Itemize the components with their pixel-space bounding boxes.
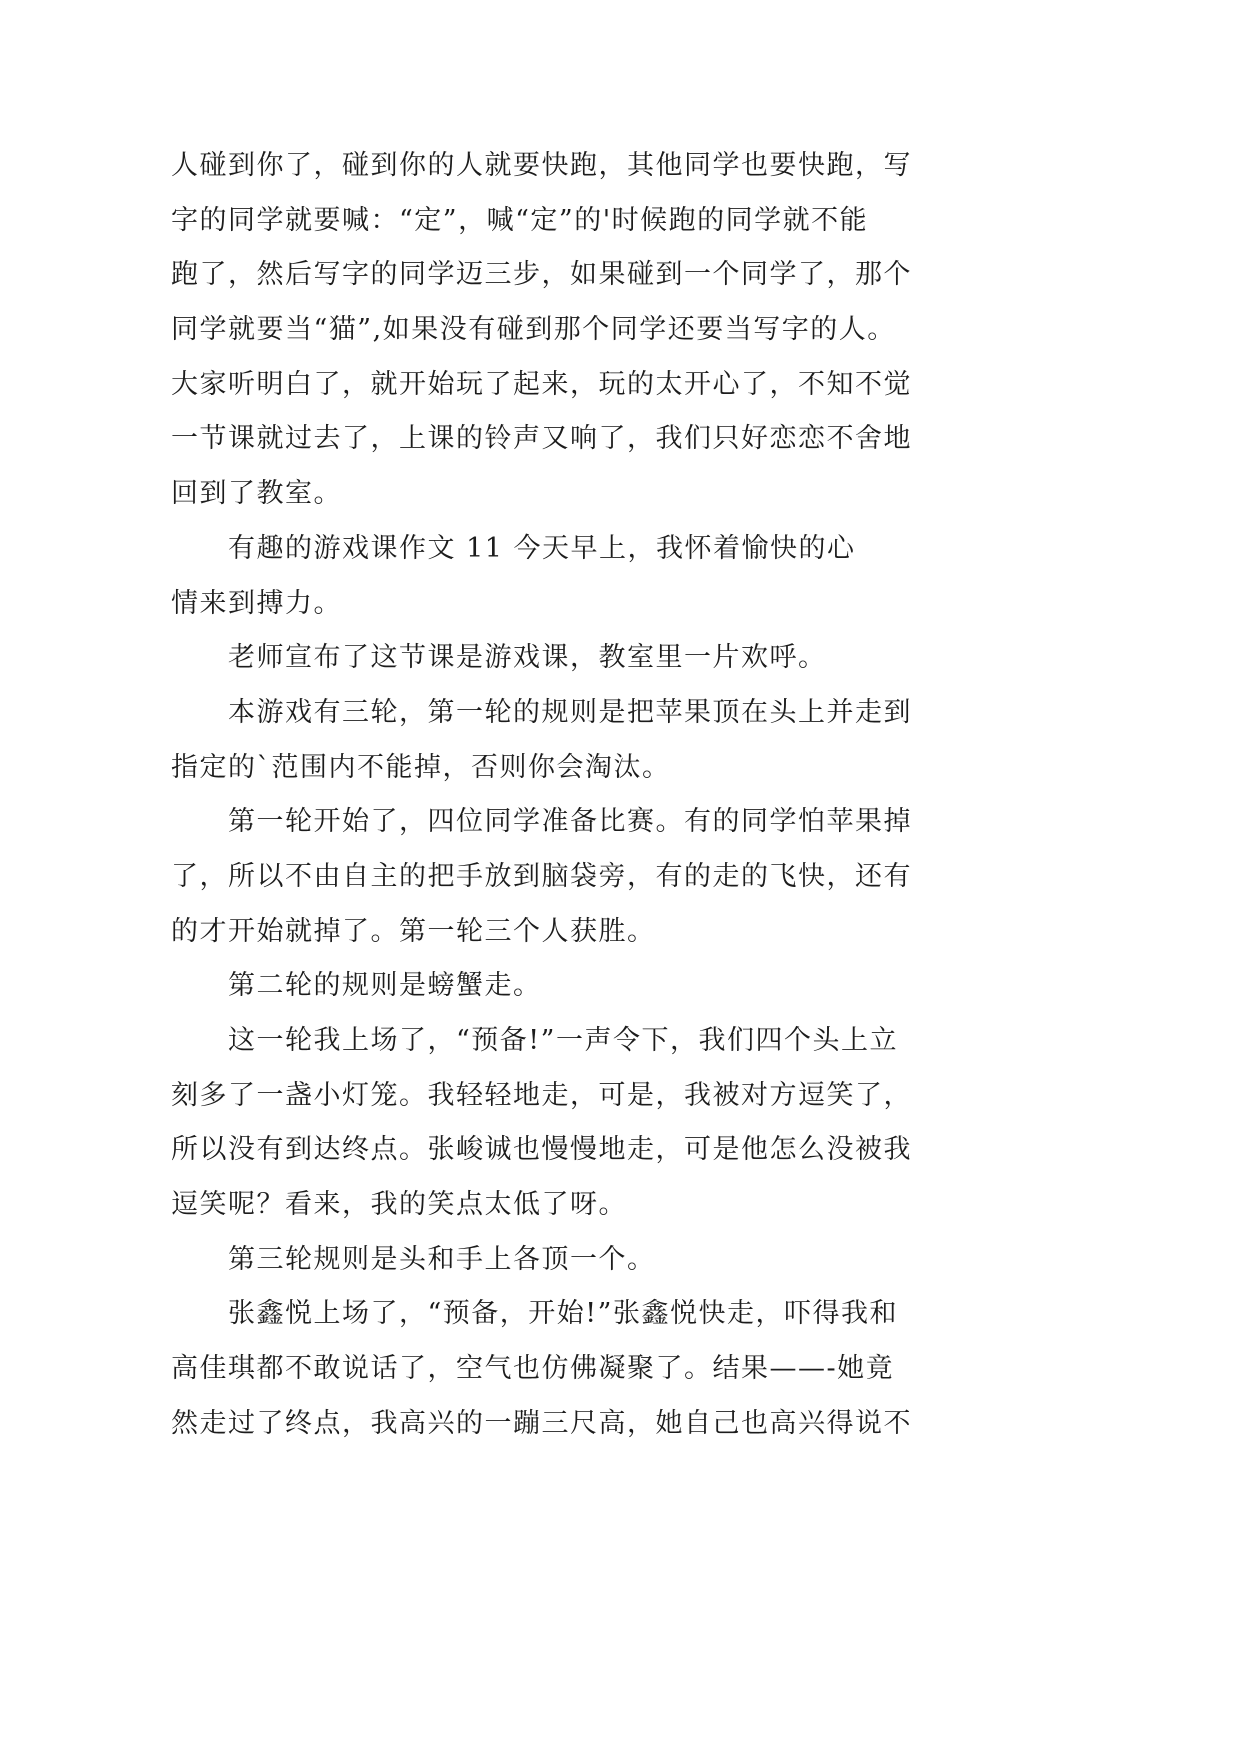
text-line: 的才开始就掉了。第一轮三个人获胜。 — [171, 915, 656, 947]
text-line: 指定的`范围内不能掉，否则你会淘汰。 — [171, 751, 671, 783]
paragraph-start-line: 第一轮开始了，四位同学准备比赛。有的同学怕苹果掉 — [228, 806, 912, 838]
text-line: 人碰到你了，碰到你的人就要快跑，其他同学也要快跑，写 — [171, 150, 912, 181]
paragraph-start-line: 老师宣布了这节课是游戏课，教室里一片欢呼。 — [228, 642, 827, 674]
text-line: 刻多了一盏小灯笼。我轻轻地走，可是，我被对方逗笑了， — [171, 1079, 912, 1111]
essay-heading-line: 有趣的游戏课作文 11 今天早上，我怀着愉快的心 — [228, 532, 856, 564]
text-line: 回到了教室。 — [171, 478, 342, 510]
text-line: 然走过了终点，我高兴的一蹦三尺高，她自己也高兴得说不 — [171, 1407, 912, 1439]
paragraph-start-line: 张鑫悦上场了，“预备，开始!”张鑫悦快走，吓得我和 — [228, 1298, 898, 1330]
text-line: 字的同学就要喊：“定”，喊“定”的'时候跑的同学就不能 — [171, 204, 869, 236]
text-line: 大家听明白了，就开始玩了起来，玩的太开心了，不知不觉 — [171, 368, 912, 400]
paragraph-start-line: 第三轮规则是头和手上各顶一个。 — [228, 1243, 656, 1275]
text-line: 同学就要当“猫”,如果没有碰到那个同学还要当写字的人。 — [171, 314, 896, 346]
text-line: 跑了，然后写字的同学迈三步，如果碰到一个同学了，那个 — [171, 259, 912, 291]
paragraph-start-line: 本游戏有三轮，第一轮的规则是把苹果顶在头上并走到 — [228, 696, 912, 728]
text-line: 一节课就过去了，上课的铃声又响了，我们只好恋恋不舍地 — [171, 423, 912, 455]
essay-text-block — [171, 139, 971, 1452]
text-line: 了，所以不由自主的把手放到脑袋旁，有的走的飞快，还有 — [171, 860, 912, 892]
text-line: 情来到搏力。 — [171, 587, 342, 619]
text-line: 所以没有到达终点。张峻诚也慢慢地走，可是他怎么没被我 — [171, 1134, 912, 1166]
text-line: 高佳琪都不敢说话了，空气也仿佛凝聚了。结果——-她竟 — [171, 1353, 895, 1385]
paragraph-start-line: 第二轮的规则是螃蟹走。 — [228, 970, 542, 1002]
paragraph-start-line: 这一轮我上场了，“预备!”一声令下，我们四个头上立 — [228, 1025, 898, 1056]
text-line: 逗笑呢？看来，我的笑点太低了呀。 — [171, 1189, 627, 1221]
